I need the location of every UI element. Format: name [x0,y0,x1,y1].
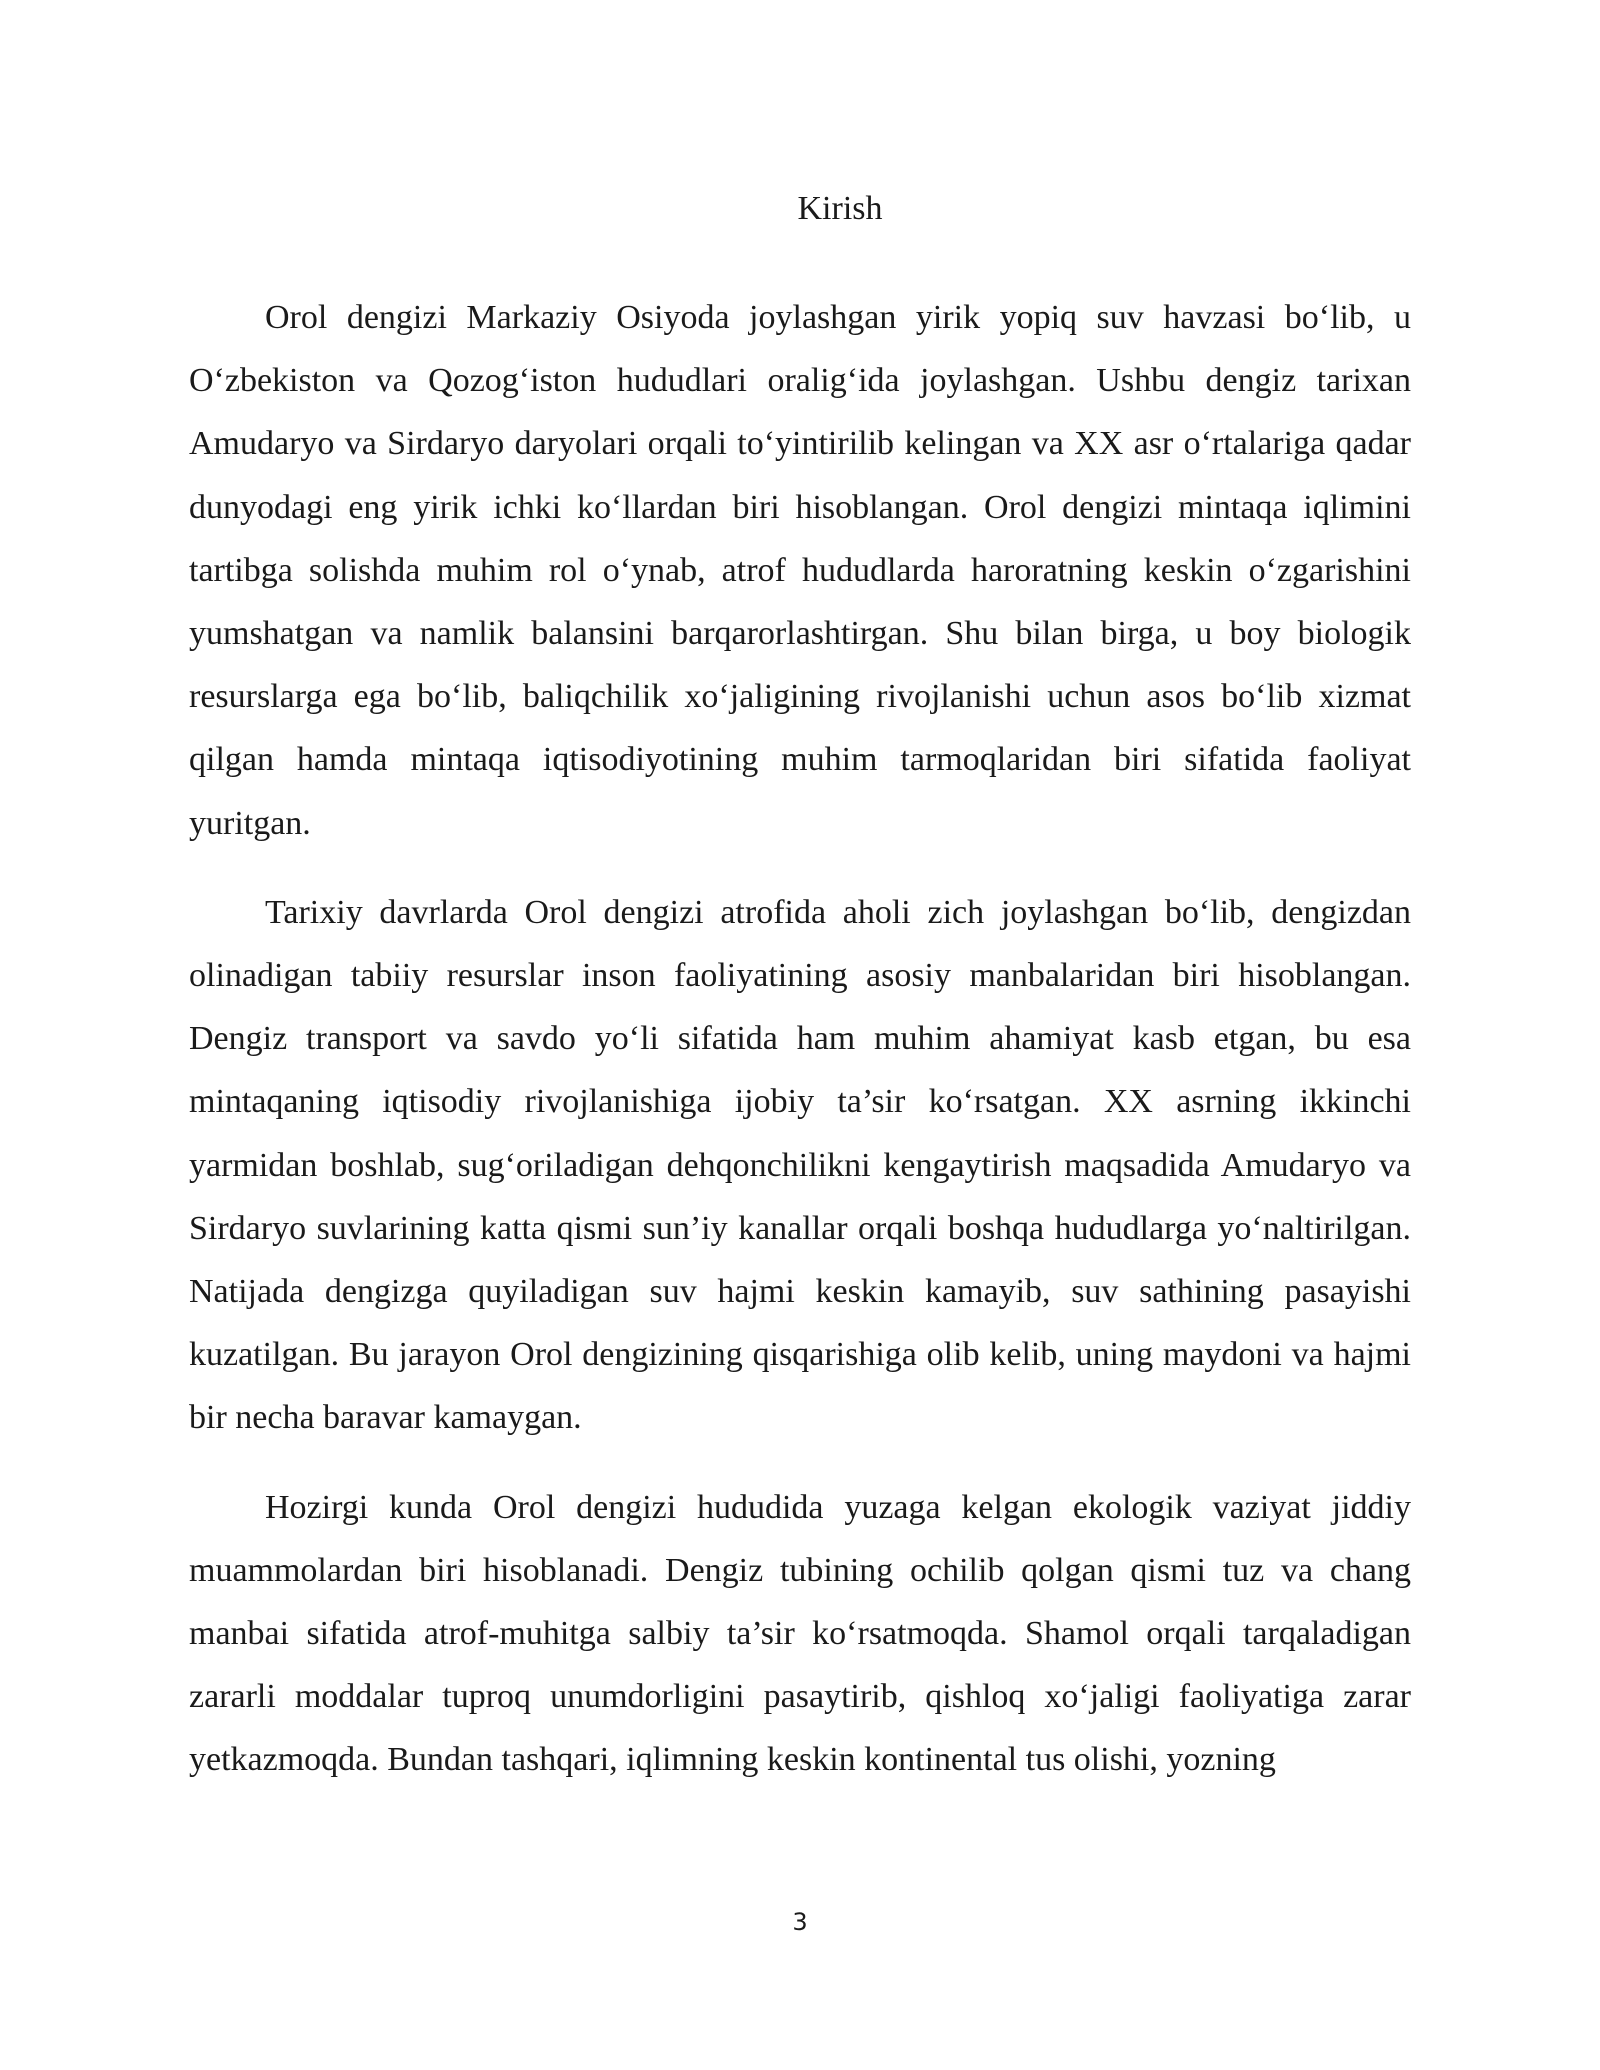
section-title: Kirish [797,190,883,227]
paragraph-current-situation: Hozirgi kunda Orol dengizi hududida yuzaga kelgan ekologik vaziyat jiddiy muammolardan biri hisoblanadi. Dengiz tubining ochilib qolgan qismi tuz va chang manbai sifatida atrof-muhitga salbiy ta’sir ko‘rsatmoqda. Shamol orqali tarqaladigan zararli moddalar tuproq unumdorligini pasaytirib, qishloq xo‘jaligi faoliyatiga zarar yetkazmoqda. Bundan tashqari, iqlimning keskin kontinental tus olishi, yozning [189,1488,1411,1779]
page-number: 3 [792,1908,808,1936]
body-text [189,286,1411,1818]
paragraph-history: Tarixiy davrlarda Orol dengizi atrofida aholi zich joylashgan bo‘lib, dengizdan olinadigan tabiiy resurslar inson faoliyatining asosiy manbalaridan biri hisoblangan. Dengiz transport va savdo yo‘li sifatida ham muhim ahamiyat kasb etgan, bu esa mintaqaning iqtisodiy rivojlanishiga ijobiy ta’sir ko‘rsatgan. XX asrning ikkinchi yarmidan boshlab, sug‘oriladigan dehqonchilikni kengaytirish maqsadida Amudaryo va Sirdaryo suvlarining katta qismi sun’iy kanallar orqali boshqa hududlarga yo‘naltirilgan. Natijada dengizga quyiladigan suv hajmi keskin kamayib, suv sathining pasayishi kuzatilgan. Bu jarayon Orol dengizining qisqarishiga olib kelib, uning maydoni va hajmi bir necha baravar kamaygan. [189,893,1411,1437]
paragraph-intro: Orol dengizi Markaziy Osiyoda joylashgan yirik yopiq suv havzasi bo‘lib, u O‘zbekiston va Qozog‘iston hududlari oralig‘ida joylashgan. Ushbu dengiz tarixan Amudaryo va Sirdaryo daryolari orqali to‘yintirilib kelingan va XX asr o‘rtalariga qadar dunyodagi eng yirik ichki ko‘llardan biri hisoblangan. Orol dengizi mintaqa iqlimini tartibga solishda muhim rol o‘ynab, atrof hududlarda haroratning keskin o‘zgarishini yumshatgan va namlik balansini barqarorlashtirgan. Shu bilan birga, u boy biologik resurslarga ega bo‘lib, baliqchilik xo‘jaligining rivojlanishi uchun asos bo‘lib xizmat qilgan hamda mintaqa iqtisodiyotining muhim tarmoqlaridan biri sifatida faoliyat yuritgan. [189,299,1411,842]
